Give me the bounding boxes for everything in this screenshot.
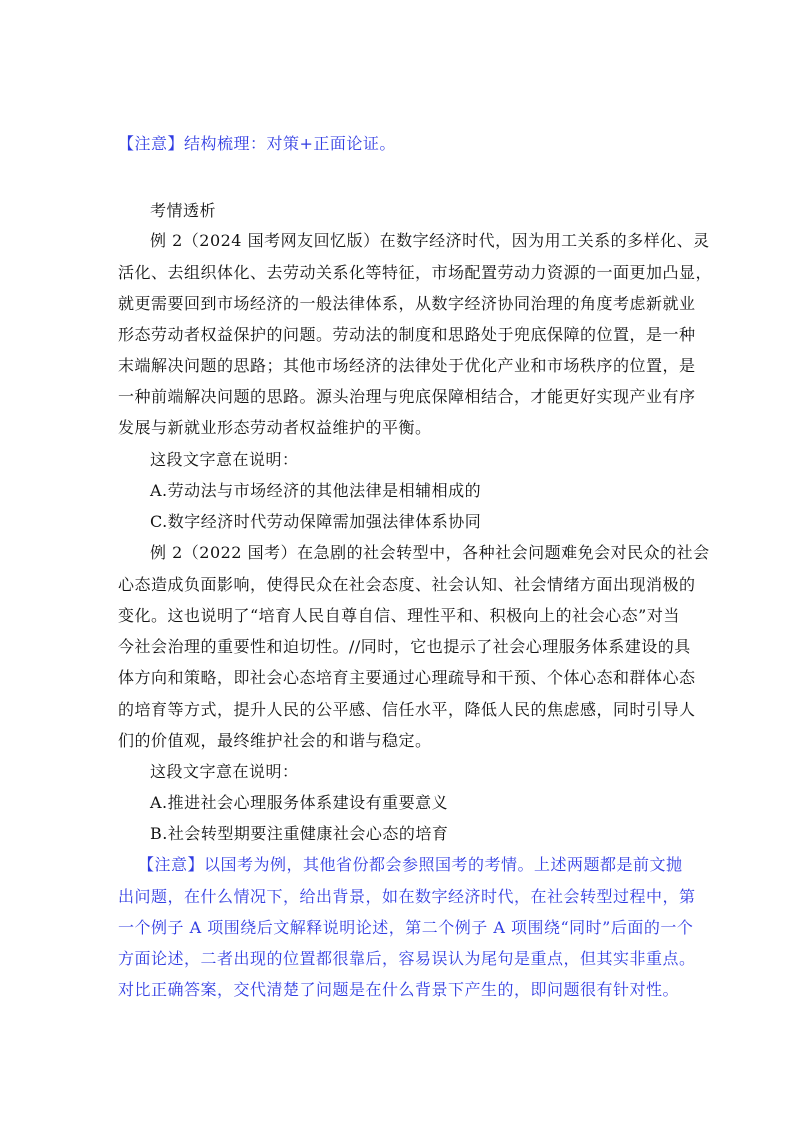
option-a: A.推进社会心理服务体系建设有重要意义 <box>150 793 449 812</box>
paragraph-line: 形态劳动者权益保护的问题。劳动法的制度和思路处于兜底保障的位置，是一种 <box>118 325 696 344</box>
note-line: 出问题，在什么情况下，给出背景，如在数字经济时代，在社会转型过程中，第 <box>118 887 696 906</box>
paragraph-line: 的培育等方式，提升人民的公平感、信任水平，降低人民的焦虑感，同时引导人 <box>118 700 696 719</box>
paragraph-line: 体方向和策略，即社会心态培育主要通过心理疏导和干预、个体心态和群体心态 <box>118 668 696 687</box>
paragraph-line: 就更需要回到市场经济的一般法律体系，从数字经济协同治理的角度考虑新就业 <box>118 294 696 313</box>
option-a: A.劳动法与市场经济的其他法律是相辅相成的 <box>150 481 482 500</box>
paragraph-line: 心态造成负面影响，使得民众在社会态度、社会认知、社会情绪方面出现消极的 <box>118 575 696 594</box>
question-prompt: 这段文字意在说明： <box>150 762 299 781</box>
paragraph-line: 们的价值观，最终维护社会的和谐与稳定。 <box>118 731 432 750</box>
option-c: C.数字经济时代劳动保障需加强法律体系协同 <box>150 512 482 531</box>
note-line: 对比正确答案，交代清楚了问题是在什么背景下产生的，即问题很有针对性。 <box>118 980 680 999</box>
paragraph-line: 活化、去组织体化、去劳动关系化等特征，市场配置劳动力资源的一面更加凸显， <box>118 263 713 282</box>
paragraph-line: 今社会治理的重要性和迫切性。//同时，它也提示了社会心理服务体系建设的具 <box>118 637 691 656</box>
note-line: 【注意】以国考为例，其他省份都会参照国考的考情。上述两题都是前文抛 <box>138 855 683 874</box>
paragraph-line: 末端解决问题的思路；其他市场经济的法律处于优化产业和市场秩序的位置，是 <box>118 356 696 375</box>
option-b: B.社会转型期要注重健康社会心态的培育 <box>150 824 449 843</box>
paragraph-line: 变化。这也说明了“培育人民自尊自信、理性平和、积极向上的社会心态”对当 <box>118 606 680 625</box>
section-title: 考情透析 <box>150 201 217 220</box>
note-structure: 【注意】结构梳理：对策+正面论证。 <box>118 134 396 153</box>
paragraph-line: 例 2（2022 国考）在急剧的社会转型中，各种社会问题难免会对民众的社会 <box>150 543 710 562</box>
paragraph-line: 发展与新就业形态劳动者权益维护的平衡。 <box>118 418 432 437</box>
note-line: 方面论述，二者出现的位置都很靠后，容易误认为尾句是重点，但其实非重点。 <box>118 949 696 968</box>
question-prompt: 这段文字意在说明： <box>150 450 299 469</box>
note-line: 一个例子 A 项围绕后文解释说明论述，第二个例子 A 项围绕“同时”后面的一个 <box>118 918 694 937</box>
paragraph-line: 例 2（2024 国考网友回忆版）在数字经济时代，因为用工关系的多样化、灵 <box>150 231 710 250</box>
paragraph-line: 一种前端解决问题的思路。源头治理与兜底保障相结合，才能更好实现产业有序 <box>118 387 696 406</box>
